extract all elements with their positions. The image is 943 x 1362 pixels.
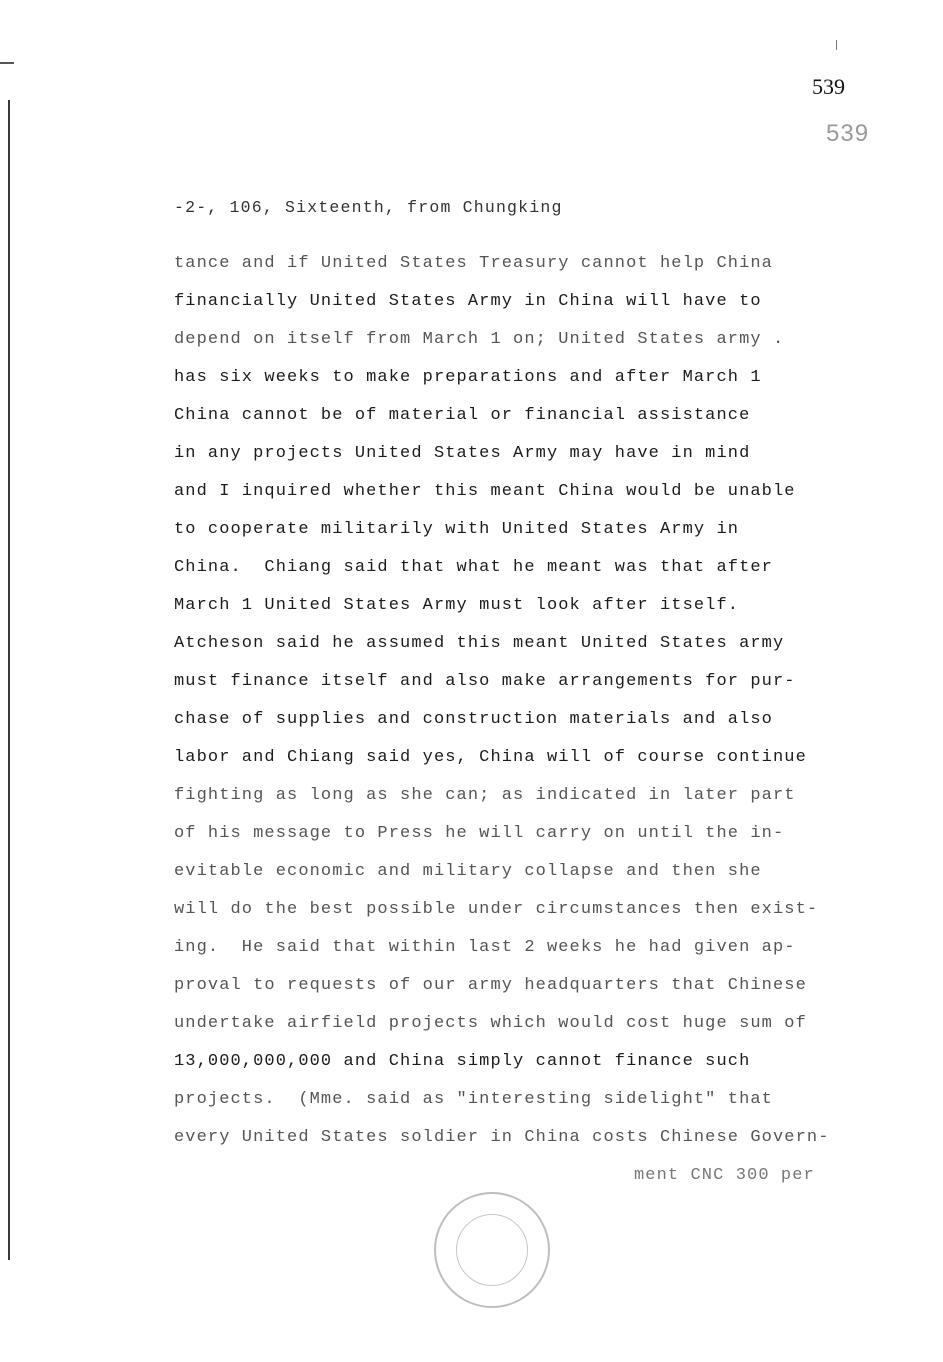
body-line: fighting as long as she can; as indicated in later part: [174, 786, 796, 805]
seal-inner-ring: [456, 1214, 528, 1286]
body-line: chase of supplies and construction materials and also: [174, 710, 773, 729]
body-line: undertake airfield projects which would cost huge sum of: [174, 1014, 807, 1033]
body-line: ing. He said that within last 2 weeks he had given ap-: [174, 938, 796, 957]
margin-mark: [0, 62, 14, 64]
body-line: ment CNC 300 per: [634, 1166, 815, 1185]
body-line: every United States soldier in China costs Chinese Govern-: [174, 1128, 830, 1147]
body-line: projects. (Mme. said as "interesting sidelight" that: [174, 1090, 773, 1109]
body-line: must finance itself and also make arrangements for pur-: [174, 672, 796, 691]
body-line: depend on itself from March 1 on; United States army .: [174, 330, 785, 349]
corner-mark: [836, 40, 837, 50]
body-line: has six weeks to make preparations and after March 1: [174, 368, 762, 387]
telegram-header: -2-, 106, Sixteenth, from Chungking: [174, 198, 563, 217]
archives-seal-stamp: [434, 1192, 550, 1308]
body-line: tance and if United States Treasury cannot help China: [174, 254, 773, 273]
body-line: 13,000,000,000 and China simply cannot finance such: [174, 1052, 751, 1071]
body-line: financially United States Army in China will have to: [174, 292, 762, 311]
body-line: China cannot be of material or financial assistance: [174, 406, 751, 425]
body-line: proval to requests of our army headquarters that Chinese: [174, 976, 807, 995]
body-line: and I inquired whether this meant China would be unable: [174, 482, 796, 501]
page-number-stamped: 539: [826, 120, 870, 147]
body-line: will do the best possible under circumstances then exist-: [174, 900, 819, 919]
body-line: in any projects United States Army may have in mind: [174, 444, 751, 463]
body-line: labor and Chiang said yes, China will of course continue: [174, 748, 807, 767]
body-line: China. Chiang said that what he meant was that after: [174, 558, 773, 577]
page-number-typed: 539: [812, 74, 845, 99]
body-line: Atcheson said he assumed this meant United States army: [174, 634, 785, 653]
body-line: to cooperate militarily with United States Army in: [174, 520, 740, 539]
page-edge-line: [8, 100, 10, 1260]
body-line: of his message to Press he will carry on until the in-: [174, 824, 785, 843]
body-line: March 1 United States Army must look after itself.: [174, 596, 740, 615]
body-line: evitable economic and military collapse and then she: [174, 862, 762, 881]
telegram-body: [174, 252, 834, 1202]
